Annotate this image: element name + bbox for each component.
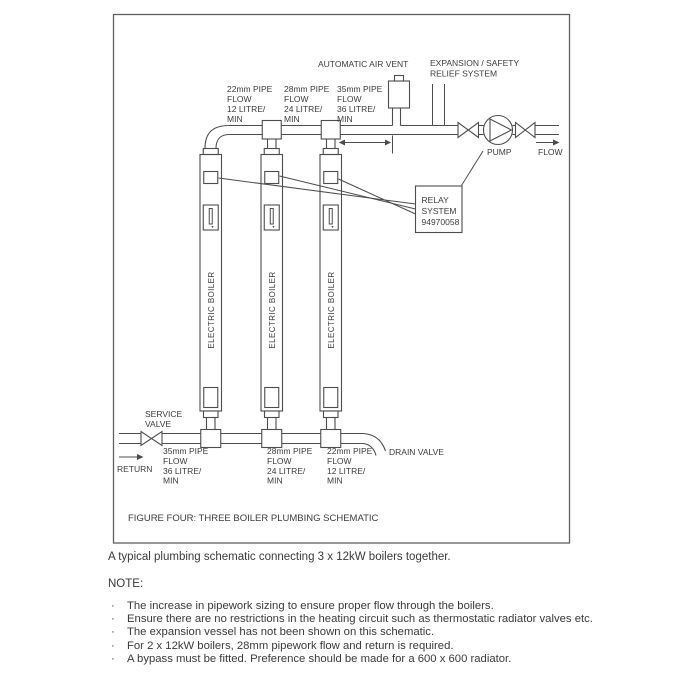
top-label-1-line2: FLOW <box>227 94 252 104</box>
notes-list <box>108 600 593 666</box>
bottom-label-1-line2: FLOW <box>163 456 188 466</box>
top-label-3-line3: 36 LITRE/ <box>337 104 376 114</box>
bottom-pipe-labels <box>163 446 373 486</box>
bullet-marker: · <box>111 613 115 626</box>
note-item <box>108 626 593 639</box>
boiler-2 <box>261 155 283 430</box>
bullet-marker: · <box>111 639 115 652</box>
collar-top-3 <box>323 149 338 155</box>
intro-paragraph: A typical plumbing schematic connecting 3 x 12kW boilers together. <box>108 551 451 563</box>
service-valve-label-line1: SERVICE <box>145 409 183 419</box>
relay-label-line3: 94970058 <box>421 217 460 227</box>
tee-bottom-2 <box>262 430 282 448</box>
panel-dot <box>212 226 214 228</box>
valve-right-b <box>525 123 535 138</box>
relay-system <box>219 151 484 233</box>
bullet-marker: · <box>111 652 115 665</box>
note-item <box>108 613 593 626</box>
boiler-display-window <box>265 172 279 184</box>
bottom-label-2-line3: 24 LITRE/ <box>267 466 306 476</box>
bottom-label-2-line2: FLOW <box>267 456 292 466</box>
boiler-label: ELECTRIC BOILER <box>326 271 336 349</box>
boiler-lower-window <box>265 388 279 408</box>
expansion-label-line2: RELIEF SYSTEM <box>430 68 498 79</box>
flow-label: FLOW <box>538 147 563 157</box>
bottom-label-2-line4: MIN <box>267 475 283 486</box>
return-label: RETURN <box>117 464 153 474</box>
top-pipe-labels <box>227 84 383 124</box>
top-label-2-line3: 24 LITRE/ <box>284 104 323 114</box>
relay-label-line2: SYSTEM <box>421 206 457 216</box>
note-text: A bypass must be fitted. Preference should be made for a 600 x 600 radiator. <box>127 652 512 665</box>
boiler-lower-window <box>204 388 218 408</box>
note-text: For 2 x 12kW boilers, 28mm pipework flow and return is required. <box>127 639 454 652</box>
figure-caption: FIGURE FOUR: THREE BOILER PLUMBING SCHEMATIC <box>128 513 379 524</box>
bottom-label-3-line1: 22mm PIPE <box>327 446 373 456</box>
top-label-2-line1: 28mm PIPE <box>284 84 330 94</box>
drain-valve-label: DRAIN VALVE <box>389 447 444 457</box>
collar-bottom <box>204 411 219 418</box>
expansion-label-line1: EXPANSION / SAFETY <box>430 58 520 68</box>
collar-bottom <box>265 411 280 418</box>
elbow-inner <box>216 135 229 149</box>
tee-bottom-1 <box>201 430 221 448</box>
bullet-marker: · <box>111 600 115 612</box>
note-text: The increase in pipework sizing to ensure proper flow through the boilers. <box>127 600 494 612</box>
air-vent-body <box>389 81 410 108</box>
flow-arrow-icon <box>553 140 560 146</box>
bullet-marker: · <box>111 626 115 639</box>
tee-bottom-3 <box>321 430 341 448</box>
elbow-outer <box>205 126 229 149</box>
boiler-1 <box>200 155 222 430</box>
note-text: The expansion vessel has not been shown on this schematic. <box>127 626 435 639</box>
boiler-3 <box>320 155 342 430</box>
panel-dot <box>332 226 334 228</box>
boiler-label: ELECTRIC BOILER <box>206 271 216 349</box>
top-label-1-line3: 12 LITRE/ <box>227 104 266 114</box>
top-label-3-line1: 35mm PIPE <box>337 84 383 94</box>
note-item <box>108 600 593 613</box>
panel-slot <box>329 209 332 225</box>
boiler-display-window <box>204 172 218 184</box>
bottom-label-3-line2: FLOW <box>327 456 352 466</box>
bottom-label-1-line4: MIN <box>163 475 179 486</box>
top-label-1-line1: 22mm PIPE <box>227 84 273 94</box>
service-valve-b <box>152 432 163 446</box>
bottom-label-2-line1: 28mm PIPE <box>267 446 313 456</box>
valve-right-a <box>516 123 526 138</box>
boiler-label: ELECTRIC BOILER <box>267 271 277 349</box>
top-label-2-line4: MIN <box>284 114 300 124</box>
valve-left-b <box>468 123 478 138</box>
pump-label: PUMP <box>487 147 512 157</box>
top-label-2-line2: FLOW <box>284 94 309 104</box>
top-label-1-line4: MIN <box>227 114 243 124</box>
service-valve-label-line2: VALVE <box>145 419 172 429</box>
collar-top-1 <box>203 149 218 155</box>
dimension-arrow <box>339 136 393 154</box>
boiler-lower-window <box>324 388 338 408</box>
return-arrow-icon <box>137 454 144 460</box>
note-item <box>108 640 593 653</box>
collar-top-2 <box>264 149 279 155</box>
bottom-label-1-line3: 36 LITRE/ <box>163 466 202 476</box>
bottom-label-3-line3: 12 LITRE/ <box>327 466 366 476</box>
top-label-3-line4: MIN <box>337 114 353 124</box>
note-heading: NOTE: <box>108 578 144 590</box>
note-text: Ensure there are no restrictions in the heating circuit such as thermostatic radiator valves etc. <box>127 613 593 626</box>
panel-slot <box>209 209 212 225</box>
tee-top-2 <box>262 121 281 140</box>
collar-bottom <box>324 411 339 418</box>
service-valve-a <box>141 432 152 446</box>
relay-label-line1: RELAY <box>421 195 449 205</box>
panel-dot <box>273 226 275 228</box>
bottom-label-3-line4: MIN <box>327 475 343 486</box>
note-item <box>108 653 593 666</box>
boiler-display-window <box>324 172 338 184</box>
valve-left-a <box>458 123 468 138</box>
bottom-label-1-line1: 35mm PIPE <box>163 446 209 456</box>
air-vent-label: AUTOMATIC AIR VENT <box>318 59 409 69</box>
panel-slot <box>270 209 273 225</box>
top-label-3-line2: FLOW <box>337 94 362 104</box>
air-vent-cap <box>395 76 404 82</box>
expansion-safety-relief <box>430 58 519 126</box>
pump-assembly <box>458 116 563 158</box>
